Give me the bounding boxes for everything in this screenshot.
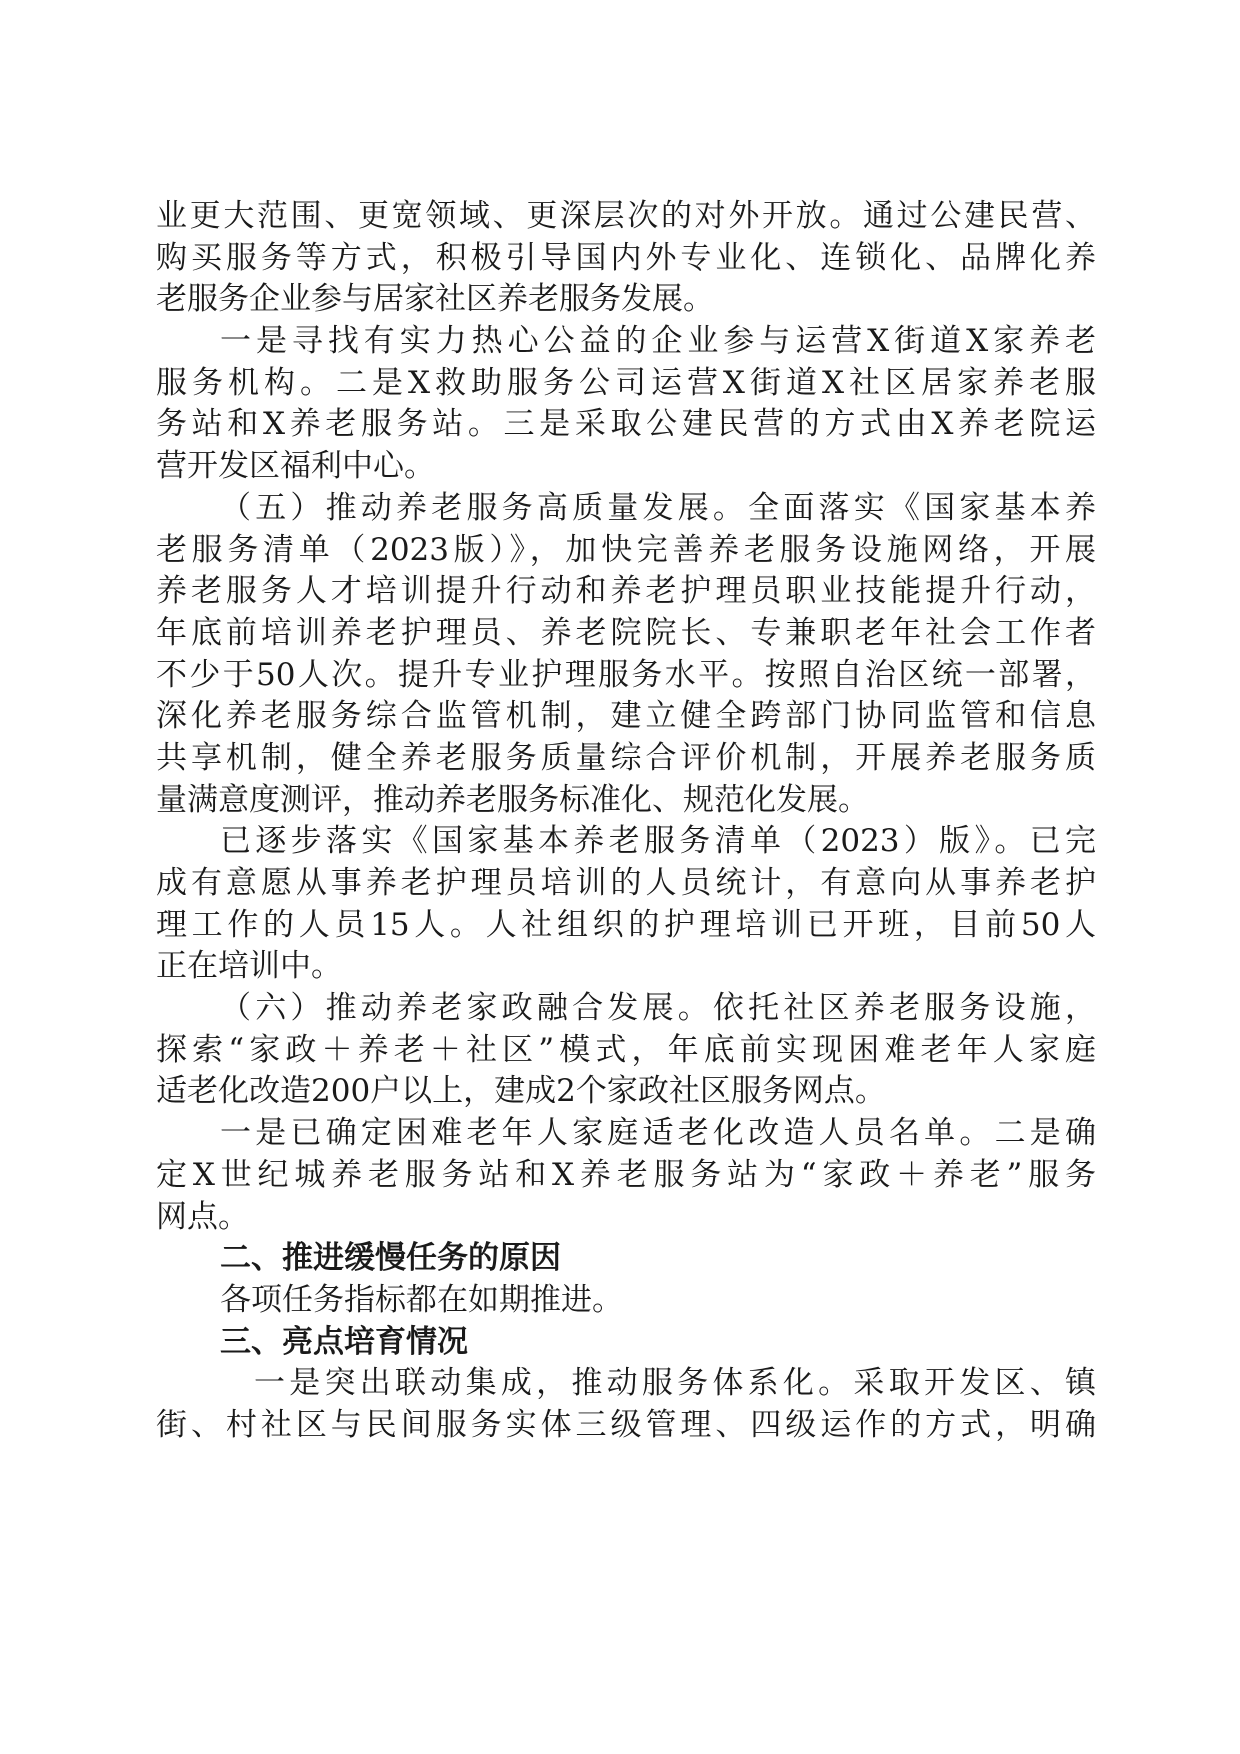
text-line: 老服务清单（2023版）》，加快完善养老服务设施网络，开展	[156, 531, 1096, 568]
text-line: 营开发区福利中心。	[156, 448, 435, 485]
text-line: 老服务企业参与居家社区养老服务发展。	[156, 281, 714, 318]
text-line: 一是突出联动集成，推动服务体系化。采取开发区、镇	[254, 1365, 1096, 1402]
text-line: 共享机制，健全养老服务质量综合评价机制，开展养老服务质	[156, 739, 1096, 776]
document-body	[156, 196, 1096, 1447]
section-heading: 三、亮点培育情况	[220, 1323, 468, 1360]
text-line: 购买服务等方式，积极引导国内外专业化、连锁化、品牌化养	[156, 239, 1096, 276]
text-line: 网点。	[156, 1198, 249, 1235]
text-line: 成有意愿从事养老护理员培训的人员统计，有意向从事养老护	[156, 865, 1096, 901]
text-line: 服务机构。二是X救助服务公司运营X街道X社区居家养老服	[156, 364, 1096, 401]
text-line: 定X世纪城养老服务站和X养老服务站为“家政＋养老”服务	[156, 1156, 1096, 1193]
text-line: 养老服务人才培训提升行动和养老护理员职业技能提升行动，	[156, 573, 1096, 610]
text-line: （六）推动养老家政融合发展。依托社区养老服务设施，	[220, 990, 1096, 1027]
text-line: 务站和X养老服务站。三是采取公建民营的方式由X养老院运	[156, 406, 1096, 443]
text-line: 正在培训中。	[156, 948, 342, 985]
text-line: 不少于50人次。提升专业护理服务水平。按照自治区统一部署，	[156, 656, 1096, 693]
section-heading: 二、推进缓慢任务的原因	[220, 1240, 561, 1277]
text-line: 理工作的人员15人。人社组织的护理培训已开班，目前50人	[156, 906, 1096, 943]
text-line: 业更大范围、更宽领域、更深层次的对外开放。通过公建民营、	[156, 198, 1096, 234]
text-line: 一是已确定困难老年人家庭适老化改造人员名单。二是确	[220, 1115, 1096, 1152]
text-line: 年底前培训养老护理员、养老院院长、专兼职老年社会工作者	[156, 614, 1096, 651]
text-line: 已逐步落实《国家基本养老服务清单（2023）版》。已完	[220, 823, 1096, 860]
text-line: 量满意度测评，推动养老服务标准化、规范化发展。	[156, 781, 869, 818]
text-line: （五）推动养老服务高质量发展。全面落实《国家基本养	[220, 489, 1096, 526]
text-line: 适老化改造200户以上，建成2个家政社区服务网点。	[156, 1073, 886, 1110]
text-line: 街、村社区与民间服务实体三级管理、四级运作的方式，明确	[156, 1406, 1096, 1443]
text-line: 深化养老服务综合监管机制，建立健全跨部门协同监管和信息	[156, 698, 1096, 735]
text-line: 各项任务指标都在如期推进。	[220, 1281, 623, 1318]
text-line: 一是寻找有实力热心公益的企业参与运营X街道X家养老	[220, 323, 1096, 360]
text-line: 探索“家政＋养老＋社区”模式，年底前实现困难老年人家庭	[156, 1031, 1096, 1068]
